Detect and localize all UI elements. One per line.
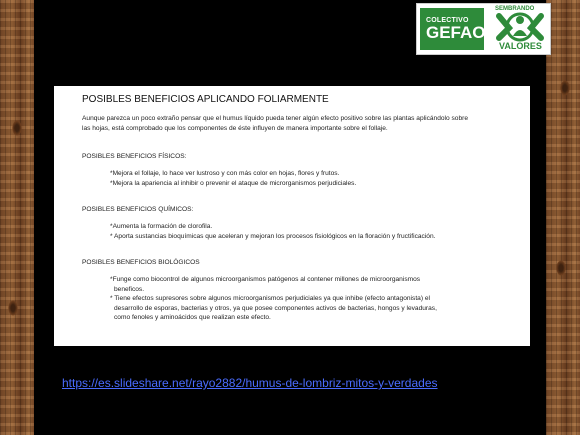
section-heading-quimicos: POSIBLES BENEFICIOS QUÍMICOS: xyxy=(82,206,194,213)
logo-text-sembrando: SEMBRANDO xyxy=(495,6,535,12)
wood-knot xyxy=(556,260,566,276)
list-item: *Mejora la apariencia al inhibir o prevenir el ataque de microrganismos perjudiciales. xyxy=(110,179,357,187)
intro-line: las hojas, está comprobado que los componentes de éste influyen de manera importante sobre el follaje. xyxy=(82,125,388,132)
logo-colectivo-gefao xyxy=(420,8,484,50)
wood-knot xyxy=(12,120,22,136)
list-item: * Tiene efectos supresores sobre algunos microorganismos perjudiciales ya que inhibe (efecto antagonista) el xyxy=(110,295,430,302)
wood-border-left xyxy=(0,0,34,435)
list-item: *Aumenta la formación de clorofila. xyxy=(110,223,213,230)
list-item: beneficos. xyxy=(114,285,145,293)
list-item: como fenoles y aminoácidos que realizan este efecto. xyxy=(114,314,271,321)
section-items-fisicos xyxy=(82,169,516,188)
wood-knot xyxy=(8,300,18,316)
logo-text-gefao: GEFAO xyxy=(426,23,486,42)
document-title: POSIBLES BENEFICIOS APLICANDO FOLIARMENTE xyxy=(82,94,329,105)
logo xyxy=(416,3,551,55)
section-heading-fisicos: POSIBLES BENEFICIOS FÍSICOS: xyxy=(82,153,187,160)
list-item: *Funge como biocontrol de algunos microorganismos patógenos al contener millones de microorganismos xyxy=(110,276,421,283)
list-item: *Mejora el follaje, lo hace ver lustroso y con más color en hojas, flores y frutos. xyxy=(110,170,340,177)
document-panel xyxy=(54,86,530,346)
section-items-quimicos xyxy=(82,222,516,241)
wood-knot xyxy=(560,80,570,96)
logo-text-valores: VALORES xyxy=(499,41,542,51)
intro-paragraph xyxy=(82,114,516,134)
source-link[interactable]: https://es.slideshare.net/rayo2882/humus-de-lombriz-mitos-y-verdades xyxy=(62,376,438,390)
section-items-biologicos xyxy=(82,275,516,323)
wood-border-right xyxy=(546,0,580,435)
logo-text-colectivo: COLECTIVO xyxy=(426,17,469,24)
intro-line: Aunque parezca un poco extraño pensar que el humus líquido pueda tener algún efecto positivo sobre las plantas aplicándolo sobre xyxy=(82,115,468,122)
section-heading-biologicos: POSIBLES BENEFICIOS BIOLÓGICOS xyxy=(82,259,200,266)
list-item: * Aporta sustancias bioquímicas que aceleran y mejoran los procesos fisiológicos en la floración y fructificación. xyxy=(110,232,436,240)
list-item: desarrollo de esporas, bacterias y otros, ya que posee componentes activos de bacterias, hongos y levaduras, xyxy=(114,304,437,312)
